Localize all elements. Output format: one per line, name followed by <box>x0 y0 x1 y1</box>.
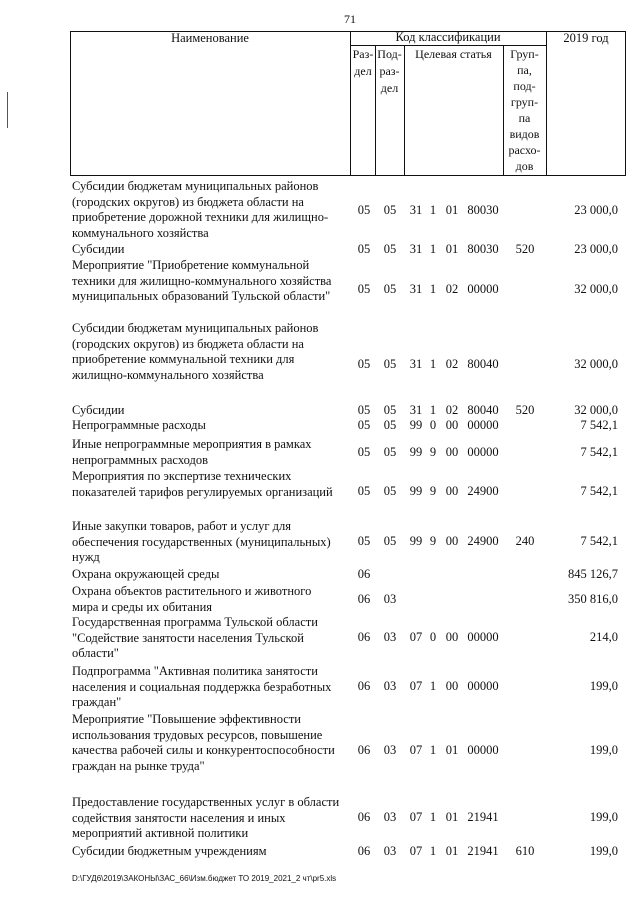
row-name <box>72 567 354 583</box>
row-name-line: Иные непрограммные мероприятия в рамках <box>72 437 312 451</box>
row-name-line: Мероприятия по экспертизе технических <box>72 469 292 483</box>
header-razdel: Раз- дел <box>352 47 374 78</box>
subprogram-code-cell: 9 <box>429 534 437 548</box>
amount-cell: 845 126,7 <box>568 567 618 581</box>
direction-code-cell: 80040 <box>467 403 499 417</box>
row-name <box>72 258 354 305</box>
row-name-line: Мероприятие "Приобретение коммунальной <box>72 258 310 272</box>
podrazdel-cell: 05 <box>383 282 397 296</box>
amount-cell: 32 000,0 <box>574 357 618 371</box>
program-code-cell: 07 <box>409 679 423 693</box>
event-code-cell: 01 <box>445 743 459 757</box>
program-code-cell: 07 <box>409 844 423 858</box>
event-code-cell: 01 <box>445 810 459 824</box>
row-name-line: приобретение дорожной техники для жилищно- <box>72 210 329 224</box>
razdel-cell: 06 <box>357 844 371 858</box>
direction-code-cell: 80030 <box>467 242 499 256</box>
subprogram-code-cell: 1 <box>429 282 437 296</box>
row-name-line: Охрана объектов растительного и животного <box>72 584 312 598</box>
podrazdel-cell: 03 <box>383 743 397 757</box>
direction-code-cell: 24900 <box>467 534 499 548</box>
amount-cell: 7 542,1 <box>580 484 618 498</box>
program-code-cell: 31 <box>409 203 423 217</box>
podrazdel-cell: 05 <box>383 484 397 498</box>
direction-code-cell: 21941 <box>467 844 499 858</box>
row-name <box>72 615 354 662</box>
subprogram-code-cell: 1 <box>429 844 437 858</box>
razdel-cell: 06 <box>357 567 371 581</box>
row-name-line: Непрограммные расходы <box>72 418 206 432</box>
row-name-line: нужд <box>72 550 100 564</box>
row-name-line: Подпрограмма "Активная политика занятости <box>72 664 318 678</box>
subprogram-code-cell: 9 <box>429 445 437 459</box>
expense-type-cell: 240 <box>515 534 535 548</box>
event-code-cell: 00 <box>445 630 459 644</box>
amount-cell: 199,0 <box>589 679 618 693</box>
row-name <box>72 321 354 383</box>
direction-code-cell: 80040 <box>467 357 499 371</box>
row-name-line: области" <box>72 646 119 660</box>
program-code-cell: 07 <box>409 630 423 644</box>
direction-code-cell: 24900 <box>467 484 499 498</box>
direction-code-cell: 00000 <box>467 630 499 644</box>
row-name-line: качества рабочей силы и конкурентоспособности <box>72 743 335 757</box>
direction-code-cell: 00000 <box>467 445 499 459</box>
event-code-cell: 00 <box>445 445 459 459</box>
row-name-line: граждан на рынке труда" <box>72 758 205 773</box>
direction-code-cell: 00000 <box>467 282 499 296</box>
subprogram-code-cell: 1 <box>429 679 437 693</box>
row-name-line: техники для жилищно-коммунального хозяйства <box>72 273 332 288</box>
razdel-cell: 06 <box>357 630 371 644</box>
program-code-cell: 99 <box>409 534 423 548</box>
row-name <box>72 469 354 500</box>
program-code-cell: 07 <box>409 810 423 824</box>
podrazdel-cell: 03 <box>383 630 397 644</box>
event-code-cell: 00 <box>445 484 459 498</box>
row-name-line: (городских округов) из бюджета области на <box>72 336 304 351</box>
razdel-cell: 06 <box>357 592 371 606</box>
header-name: Наименование <box>171 31 249 45</box>
program-code-cell: 99 <box>409 418 423 432</box>
podrazdel-cell: 05 <box>383 403 397 417</box>
row-name-line: показателей тарифов регулируемых организаций <box>72 484 333 499</box>
direction-code-cell: 00000 <box>467 743 499 757</box>
row-name-line: жилищно-коммунального хозяйства <box>72 367 264 382</box>
amount-cell: 199,0 <box>589 743 618 757</box>
row-name <box>72 664 354 711</box>
podrazdel-cell: 05 <box>383 418 397 432</box>
header-podrazdel: Под- раз- дел <box>377 47 402 95</box>
event-code-cell: 01 <box>445 844 459 858</box>
event-code-cell: 00 <box>445 679 459 693</box>
podrazdel-cell: 05 <box>383 445 397 459</box>
subprogram-code-cell: 1 <box>429 810 437 824</box>
podrazdel-cell: 05 <box>383 203 397 217</box>
podrazdel-cell: 03 <box>383 810 397 824</box>
row-name <box>72 712 354 774</box>
row-name-line: "Содействие занятости населения Тульской <box>72 630 304 645</box>
amount-cell: 199,0 <box>589 810 618 824</box>
row-name-line: Предоставление государственных услуг в области <box>72 795 340 809</box>
razdel-cell: 06 <box>357 679 371 693</box>
row-name-line: населения и социальная поддержка безработных <box>72 679 332 694</box>
direction-code-cell: 80030 <box>467 203 499 217</box>
row-name-line: мероприятий активной политики <box>72 826 249 840</box>
row-name <box>72 179 354 241</box>
row-name-line: муниципальных образований Тульской области" <box>72 289 331 303</box>
file-path-footer: D:\ГУД6\2019\ЗАКОНЫ\ЗАС_66\Изм.бюджет ТО 2019_2021_2 чт\pr5.xls <box>72 874 337 883</box>
row-name-line: непрограммных расходов <box>72 452 208 467</box>
subprogram-code-cell: 1 <box>429 357 437 371</box>
amount-cell: 23 000,0 <box>574 242 618 256</box>
podrazdel-cell: 03 <box>383 679 397 693</box>
row-name-line: мира и среды их обитания <box>72 599 213 614</box>
row-name-line: Субсидии бюджетам муниципальных районов <box>72 321 319 335</box>
header-gruppa-vidov: Груп- па, под- груп- па видов расхо- дов <box>508 47 541 173</box>
row-name-line: Государственная программа Тульской области <box>72 615 318 629</box>
amount-cell: 7 542,1 <box>580 418 618 432</box>
row-name <box>72 403 354 419</box>
razdel-cell: 05 <box>357 534 371 548</box>
razdel-cell: 06 <box>357 743 371 757</box>
header-celevaya-statya: Целевая статья <box>415 47 492 61</box>
direction-code-cell: 21941 <box>467 810 499 824</box>
event-code-cell: 02 <box>445 282 459 296</box>
row-name-line: содействия занятости населения и иных <box>72 810 286 825</box>
program-code-cell: 31 <box>409 403 423 417</box>
razdel-cell: 05 <box>357 445 371 459</box>
amount-cell: 23 000,0 <box>574 203 618 217</box>
subprogram-code-cell: 0 <box>429 418 437 432</box>
row-name <box>72 584 354 615</box>
razdel-cell: 05 <box>357 484 371 498</box>
amount-cell: 32 000,0 <box>574 403 618 417</box>
row-name-line: Охрана окружающей среды <box>72 567 220 581</box>
podrazdel-cell: 03 <box>383 592 397 606</box>
margin-mark <box>7 92 8 128</box>
razdel-cell: 05 <box>357 418 371 432</box>
subprogram-code-cell: 1 <box>429 743 437 757</box>
subprogram-code-cell: 1 <box>429 203 437 217</box>
row-name-line: обеспечения государственных (муниципальных) <box>72 534 331 549</box>
page-number: 71 <box>344 12 356 26</box>
row-name-line: Иные закупки товаров, работ и услуг для <box>72 519 292 533</box>
event-code-cell: 01 <box>445 242 459 256</box>
podrazdel-cell: 05 <box>383 357 397 371</box>
program-code-cell: 31 <box>409 242 423 256</box>
expense-type-cell: 610 <box>515 844 535 858</box>
razdel-cell: 06 <box>357 810 371 824</box>
row-name-line: (городских округов) из бюджета области на <box>72 194 304 209</box>
event-code-cell: 02 <box>445 357 459 371</box>
podrazdel-cell: 03 <box>383 844 397 858</box>
row-name-line: Субсидии <box>72 242 125 256</box>
event-code-cell: 02 <box>445 403 459 417</box>
program-code-cell: 31 <box>409 282 423 296</box>
subprogram-code-cell: 1 <box>429 403 437 417</box>
subprogram-code-cell: 1 <box>429 242 437 256</box>
row-name-line: коммунального хозяйства <box>72 225 209 240</box>
row-name-line: приобретение коммунальной техники для <box>72 352 295 366</box>
row-name-line: граждан" <box>72 695 122 709</box>
row-name <box>72 795 354 842</box>
subprogram-code-cell: 0 <box>429 630 437 644</box>
razdel-cell: 05 <box>357 357 371 371</box>
row-name <box>72 519 354 566</box>
program-code-cell: 99 <box>409 484 423 498</box>
row-name-line: Субсидии <box>72 403 125 417</box>
amount-cell: 7 542,1 <box>580 534 618 548</box>
event-code-cell: 01 <box>445 203 459 217</box>
program-code-cell: 31 <box>409 357 423 371</box>
subprogram-code-cell: 9 <box>429 484 437 498</box>
razdel-cell: 05 <box>357 203 371 217</box>
event-code-cell: 00 <box>445 418 459 432</box>
razdel-cell: 05 <box>357 282 371 296</box>
row-name-line: Субсидии бюджетам муниципальных районов <box>72 179 319 193</box>
podrazdel-cell: 05 <box>383 534 397 548</box>
row-name-line: Субсидии бюджетным учреждениям <box>72 844 267 858</box>
row-name <box>72 437 354 468</box>
direction-code-cell: 00000 <box>467 418 499 432</box>
expense-type-cell: 520 <box>515 403 535 417</box>
direction-code-cell: 00000 <box>467 679 499 693</box>
amount-cell: 350 816,0 <box>568 592 618 606</box>
razdel-cell: 05 <box>357 403 371 417</box>
program-code-cell: 99 <box>409 445 423 459</box>
row-name <box>72 418 354 434</box>
row-name <box>72 844 354 860</box>
row-name <box>72 242 354 258</box>
razdel-cell: 05 <box>357 242 371 256</box>
header-year: 2019 год <box>563 31 609 45</box>
amount-cell: 32 000,0 <box>574 282 618 296</box>
header-code: Код классификации <box>395 30 501 44</box>
podrazdel-cell: 05 <box>383 242 397 256</box>
amount-cell: 214,0 <box>589 630 618 644</box>
program-code-cell: 07 <box>409 743 423 757</box>
amount-cell: 199,0 <box>589 844 618 858</box>
row-name-line: Мероприятие "Повышение эффективности <box>72 712 301 726</box>
row-name-line: использования трудовых ресурсов, повышение <box>72 727 323 742</box>
amount-cell: 7 542,1 <box>580 445 618 459</box>
expense-type-cell: 520 <box>515 242 535 256</box>
event-code-cell: 00 <box>445 534 459 548</box>
